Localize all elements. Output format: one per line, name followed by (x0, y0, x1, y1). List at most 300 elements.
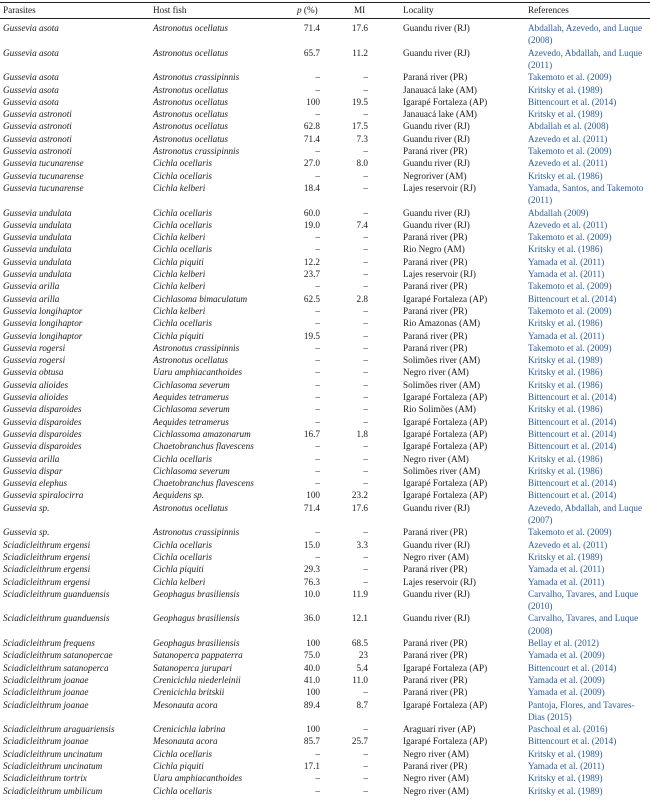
mean-intensity-cell: 17.6 (351, 23, 368, 33)
parasite-cell: Gussevia longihaptor (3, 305, 83, 316)
reference-link[interactable]: Yamada et al. (2011) (528, 330, 605, 341)
reference-link[interactable]: Yamada et al. (2011) (528, 564, 605, 575)
reference-link[interactable]: Azevedo, Abdallah, and Luque (2011) (528, 47, 643, 70)
prevalence-cell: – (315, 146, 320, 156)
mean-intensity-cell: 25.7 (351, 736, 368, 747)
parasite-cell: Sciadicleithrum guanduensis (3, 613, 110, 624)
locality-cell: Paraná river (PR) (403, 342, 468, 353)
mean-intensity-cell: 8.0 (356, 158, 368, 169)
mean-intensity-cell: – (363, 392, 368, 402)
host-cell: Cichla ocellaris (153, 170, 212, 181)
parasite-cell: Gussevia disparoides (3, 416, 82, 427)
prevalence-cell: 100 (306, 724, 320, 735)
locality-cell: Paraná river (PR) (403, 146, 468, 156)
host-cell: Cichla ocellaris (153, 158, 212, 169)
host-cell: Astronotus crassipinnis (153, 72, 240, 83)
parasite-cell: Sciadicleithrum ergensi (3, 539, 91, 550)
host-cell: Geophagus brasiliensis (153, 613, 240, 624)
reference-link[interactable]: Bittencourt et al. (2014) (528, 96, 617, 107)
locality-cell: Paraná river (PR) (403, 305, 468, 316)
prevalence-cell: 19.0 (303, 219, 320, 230)
host-cell: Cichla ocellaris (153, 318, 212, 329)
mean-intensity-cell: 19.5 (351, 96, 368, 107)
parasite-cell: Gussevia undulata (3, 207, 72, 218)
reference-link[interactable]: Takemoto et al. (2009) (528, 527, 612, 538)
reference-link[interactable]: Takemoto et al. (2009) (528, 281, 612, 292)
host-cell: Cichla ocellaris (153, 785, 212, 796)
reference-link[interactable]: Bittencourt et al. (2014) (528, 392, 617, 402)
locality-cell: Solimões river (AM) (403, 379, 481, 390)
reference-link[interactable]: Azevedo et al. (2011) (528, 133, 608, 144)
host-cell: Uaru amphiacanthoides (153, 367, 243, 378)
parasite-cell: Gussevia asota (3, 72, 59, 83)
host-cell: Cichla ocellaris (153, 748, 212, 759)
mean-intensity-cell: 11.2 (352, 47, 368, 58)
locality-cell: Igarapé Fortaleza (AP) (403, 416, 488, 427)
reference-link[interactable]: Bittencourt et al. (2014) (528, 478, 617, 489)
parasite-cell: Sciadicleithrum frequens (3, 638, 95, 648)
host-cell: Chaetobranchus flavescens (153, 441, 254, 452)
locality-cell: Negro river (AM) (403, 367, 469, 378)
host-cell: Uaru amphiacanthoides (153, 773, 243, 784)
mean-intensity-cell: – (363, 170, 368, 181)
mean-intensity-cell: – (363, 318, 368, 329)
reference-link[interactable]: Kritsky et al. (1986) (528, 465, 603, 476)
prevalence-cell: – (315, 281, 320, 292)
prevalence-cell: – (315, 551, 320, 562)
parasite-cell: Gussevia astronoti (3, 146, 72, 156)
locality-cell: Negro river (AM) (403, 785, 469, 796)
prevalence-cell: 100 (306, 687, 320, 698)
parasite-cell: Gussevia arilla (3, 293, 60, 304)
mean-intensity-cell: – (363, 342, 368, 353)
locality-cell: Igarapé Fortaleza (AP) (403, 490, 488, 501)
parasite-cell: Gussevia astronoti (3, 121, 72, 132)
host-cell: Cichlasoma severum (153, 404, 230, 415)
locality-cell: Igarapé Fortaleza (AP) (403, 662, 488, 673)
mean-intensity-cell: – (363, 785, 368, 796)
reference-link[interactable]: Bittencourt et al. (2014) (528, 490, 617, 501)
mean-intensity-cell: – (363, 465, 368, 476)
reference-link[interactable]: Yamada, Santos, and Takemoto (2011) (528, 182, 644, 206)
host-cell: Cichlasoma bimaculatum (153, 293, 248, 304)
prevalence-cell: 71.4 (303, 23, 320, 33)
locality-cell: Igarapé Fortaleza (AP) (403, 699, 488, 710)
locality-cell: Igarapé Fortaleza (AP) (403, 441, 488, 452)
host-cell: Cichla kelberi (153, 576, 206, 587)
host-cell: Crenicichla britskii (153, 687, 225, 698)
parasite-cell: Gussevia arilla (3, 453, 60, 464)
locality-cell: Paraná river (PR) (403, 330, 468, 341)
parasite-cell: Sciadicleithrum ergensi (3, 564, 91, 575)
host-cell: Astronotus ocellatus (153, 47, 228, 58)
reference-link[interactable]: Abdallah et al. (2008) (528, 121, 609, 132)
prevalence-cell: 41.0 (303, 674, 320, 685)
reference-link[interactable]: Takemoto et al. (2009) (528, 342, 612, 353)
reference-link[interactable]: Takemoto et al. (2009) (528, 305, 612, 316)
locality-cell: Negro river (AM) (403, 551, 469, 562)
prevalence-cell: 10.0 (303, 588, 320, 599)
locality-cell: Negroriver (AM) (403, 170, 467, 181)
mean-intensity-cell: – (363, 527, 368, 538)
locality-cell: Guandu river (RJ) (403, 133, 470, 144)
host-cell: Chaetobranchus flavescens (153, 478, 254, 489)
locality-cell: Negro river (AM) (403, 748, 469, 759)
prevalence-cell: – (315, 785, 320, 796)
mean-intensity-cell: – (363, 478, 368, 489)
reference-link[interactable]: Bittencourt et al. (2014) (528, 428, 617, 439)
host-cell: Crenicichla labrina (153, 724, 226, 735)
reference-link[interactable]: Kritsky et al. (1989) (528, 84, 603, 95)
locality-cell: Igarapé Fortaleza (AP) (403, 392, 488, 402)
parasite-cell: Gussevia tucunarense (3, 182, 84, 193)
header-parasites: Parasites (3, 5, 36, 15)
mean-intensity-cell: – (363, 687, 368, 698)
locality-cell: Igarapé Fortaleza (AP) (403, 96, 488, 107)
prevalence-cell: 12.2 (303, 256, 320, 267)
parasite-cell: Gussevia rogersi (3, 355, 66, 366)
prevalence-cell: – (315, 305, 320, 316)
parasite-cell: Sciadicleithrum ergensi (3, 576, 91, 587)
parasite-cell: Gussevia arilla (3, 281, 60, 292)
parasite-cell: Gussevia astronoti (3, 109, 72, 120)
locality-cell: Negro river (AM) (403, 453, 469, 464)
header-host: Host fish (153, 5, 187, 15)
parasite-cell: Gussevia undulata (3, 269, 72, 279)
locality-cell: Solimões river (AM) (403, 355, 481, 366)
prevalence-cell: – (315, 416, 320, 427)
prevalence-cell: 75.0 (303, 650, 320, 661)
prevalence-cell: – (315, 170, 320, 181)
parasite-cell: Gussevia elephus (3, 478, 68, 489)
reference-link[interactable]: Pantoja, Flores, and Tavares-Dias (2015) (528, 699, 635, 722)
reference-link[interactable]: Carvalho, Tavares, and Luque (2008) (528, 613, 639, 636)
mean-intensity-cell: – (363, 564, 368, 575)
reference-link[interactable]: Kritsky et al. (1986) (528, 367, 603, 378)
locality-cell: Paraná river (PR) (403, 650, 468, 661)
parasite-cell: Sciadicleithrum guanduensis (3, 588, 110, 599)
prevalence-cell: – (315, 244, 320, 255)
locality-cell: Lajes reservoir (RJ) (403, 269, 476, 279)
parasite-cell: Gussevia longihaptor (3, 318, 83, 329)
mean-intensity-cell: – (363, 551, 368, 562)
prevalence-cell: 85.7 (303, 736, 320, 747)
prevalence-cell: – (315, 748, 320, 759)
reference-link[interactable]: Yamada et al. (2009) (528, 674, 605, 685)
host-cell: Cichla ocellaris (153, 207, 212, 218)
mean-intensity-cell: – (363, 453, 368, 464)
header-locality: Locality (403, 5, 434, 15)
parasite-cell: Sciadicleithrum joanae (3, 699, 89, 710)
host-cell: Astronotus ocellatus (153, 109, 228, 120)
prevalence-cell: – (315, 367, 320, 378)
parasite-cell: Sciadicleithrum umbilicum (3, 785, 103, 796)
mean-intensity-cell: – (363, 379, 368, 390)
prevalence-cell: 100 (306, 490, 320, 501)
host-cell: Cichla piquiti (153, 564, 204, 575)
reference-link[interactable]: Takemoto et al. (2009) (528, 72, 612, 83)
locality-cell: Igarapé Fortaleza (AP) (403, 478, 488, 489)
parasite-cell: Sciadicleithrum tortrix (3, 773, 87, 784)
reference-link[interactable]: Azevedo et al. (2011) (528, 539, 608, 550)
reference-link[interactable]: Kritsky et al. (1989) (528, 773, 603, 784)
header-p-symbol: p (297, 5, 302, 15)
locality-cell: Paraná river (PR) (403, 72, 468, 83)
host-cell: Astronotus crassipinnis (153, 146, 240, 156)
locality-cell: Paraná river (PR) (403, 281, 468, 292)
reference-link[interactable]: Bittencourt et al. (2014) (528, 662, 617, 673)
prevalence-cell: 71.4 (303, 502, 320, 513)
locality-cell: Guandu river (RJ) (403, 23, 470, 33)
header-mi: MI (354, 5, 366, 15)
parasite-cell: Gussevia alioides (3, 392, 69, 402)
locality-cell: Igarapé Fortaleza (AP) (403, 293, 488, 304)
mean-intensity-cell: – (363, 416, 368, 427)
reference-link[interactable]: Yamada et al. (2009) (528, 650, 605, 661)
parasite-cell: Sciadicleithrum uncinatum (3, 748, 103, 759)
parasite-cell: Sciadicleithrum araguariensis (3, 724, 115, 735)
reference-link[interactable]: Yamada et al. (2009) (528, 687, 605, 698)
prevalence-cell: – (315, 773, 320, 784)
mean-intensity-cell: – (363, 256, 368, 267)
host-cell: Aequides tetramerus (153, 416, 229, 427)
reference-link[interactable]: Kritsky et al. (1986) (528, 244, 603, 255)
mean-intensity-cell: – (363, 281, 368, 292)
host-cell: Cichla piquiti (153, 256, 204, 267)
mean-intensity-cell: – (363, 330, 368, 341)
prevalence-cell: 40.0 (303, 662, 320, 673)
parasite-cell: Gussevia asota (3, 84, 59, 95)
prevalence-cell: – (315, 72, 320, 83)
parasite-cell: Gussevia sp. (3, 527, 50, 538)
parasite-cell: Gussevia undulata (3, 244, 72, 255)
host-cell: Satanoperca jurupari (153, 662, 233, 673)
locality-cell: Igarapé Fortaleza (AP) (403, 428, 488, 439)
prevalence-cell: 19.5 (303, 330, 320, 341)
reference-link[interactable]: Bittencourt et al. (2014) (528, 736, 617, 747)
prevalence-cell: 89.4 (303, 699, 320, 710)
reference-link[interactable]: Kritsky et al. (1989) (528, 355, 603, 366)
parasite-cell: Sciadicleithrum joanae (3, 687, 89, 698)
locality-cell: Guandu river (RJ) (403, 539, 470, 550)
host-cell: Mesonauta acora (153, 699, 218, 710)
mean-intensity-cell: 8.7 (356, 699, 368, 710)
header-prevalence (297, 4, 318, 16)
parasite-cell: Gussevia disparoides (3, 404, 82, 415)
locality-cell: Guandu river (RJ) (403, 158, 470, 169)
locality-cell: Guandu river (RJ) (403, 613, 470, 624)
locality-cell: Igarapé Fortaleza (AP) (403, 736, 488, 747)
top-rule (0, 2, 650, 3)
reference-link[interactable]: Takemoto et al. (2009) (528, 146, 612, 156)
locality-cell: Paraná river (PR) (403, 638, 468, 648)
mean-intensity-cell: – (363, 207, 368, 218)
reference-link[interactable]: Bittencourt et al. (2014) (528, 293, 617, 304)
mean-intensity-cell: – (363, 404, 368, 415)
reference-link[interactable]: Azevedo, Abdallah, and Luque (2007) (528, 502, 643, 525)
host-cell: Mesonauta acora (153, 736, 218, 747)
parasite-cell: Gussevia undulata (3, 219, 72, 230)
host-cell: Astronotus ocellatus (153, 96, 228, 107)
prevalence-cell: 62.8 (303, 121, 320, 132)
locality-cell: Paraná river (PR) (403, 232, 468, 243)
parasite-cell: Sciadicleithrum satanopercae (3, 650, 113, 661)
prevalence-cell: 36.0 (303, 613, 320, 624)
mean-intensity-cell: – (363, 269, 368, 279)
locality-cell: Paraná river (PR) (403, 761, 468, 771)
prevalence-cell: – (315, 478, 320, 489)
reference-link[interactable]: Azevedo et al. (2011) (528, 158, 608, 169)
parasite-cell: Gussevia tucunarense (3, 170, 84, 181)
parasite-cell: Gussevia asota (3, 96, 59, 107)
mean-intensity-cell: – (363, 761, 368, 771)
prevalence-cell: 27.0 (303, 158, 320, 169)
reference-link[interactable]: Kritsky et al. (1986) (528, 379, 603, 390)
reference-link[interactable]: Bittencourt et al. (2014) (528, 416, 617, 427)
mean-intensity-cell: 23.2 (351, 490, 368, 501)
reference-link[interactable]: Kritsky et al. (1989) (528, 785, 603, 796)
host-cell: Cichlasoma severum (153, 465, 230, 476)
parasite-cell: Sciadicleithrum uncinatum (3, 761, 103, 771)
mean-intensity-cell: 2.8 (356, 293, 368, 304)
prevalence-cell: – (315, 232, 320, 243)
host-cell: Geophagus brasiliensis (153, 638, 240, 648)
host-cell: Astronotus ocellatus (153, 121, 228, 132)
parasite-cell: Sciadicleithrum ergensi (3, 551, 91, 562)
prevalence-cell: – (315, 441, 320, 452)
mean-intensity-cell: 17.5 (351, 121, 368, 132)
parasite-cell: Gussevia rogersi (3, 342, 66, 353)
host-cell: Geophagus brasiliensis (153, 588, 240, 599)
locality-cell: Janauacá lake (AM) (403, 109, 477, 120)
reference-link[interactable]: Kritsky et al. (1986) (528, 404, 603, 415)
parasite-cell: Gussevia undulata (3, 232, 72, 243)
prevalence-cell: 100 (306, 638, 320, 648)
mean-intensity-cell: 12.1 (351, 613, 368, 624)
header-references: References (528, 5, 569, 15)
prevalence-cell: – (315, 318, 320, 329)
host-cell: Astronotus ocellatus (153, 84, 228, 95)
host-cell: Cichla kelberi (153, 281, 206, 292)
mean-intensity-cell: – (363, 441, 368, 452)
prevalence-cell: 18.4 (303, 182, 320, 193)
reference-link[interactable]: Kritsky et al. (1986) (528, 170, 603, 181)
host-cell: Cichla ocellaris (153, 551, 212, 562)
mean-intensity-cell: – (363, 576, 368, 587)
locality-cell: Paraná river (PR) (403, 564, 468, 575)
mean-intensity-cell: 1.8 (356, 428, 368, 439)
reference-link[interactable]: Bellay et al. (2012) (528, 638, 599, 648)
prevalence-cell: 76.3 (303, 576, 320, 587)
parasite-cell: Gussevia sp. (3, 502, 50, 513)
header-rule (0, 18, 650, 19)
prevalence-cell: – (315, 379, 320, 390)
reference-link[interactable]: Yamada et al. (2011) (528, 576, 605, 587)
mean-intensity-cell: – (363, 182, 368, 193)
reference-link[interactable]: Abdallah, Azevedo, and Luque (2008) (528, 23, 643, 46)
reference-link[interactable]: Yamada et al. (2011) (528, 269, 605, 279)
reference-link[interactable]: Bittencourt et al. (2014) (528, 441, 617, 452)
mean-intensity-cell: – (363, 84, 368, 95)
host-cell: Cichla kelberi (153, 305, 206, 316)
reference-link[interactable]: Yamada et al. (2011) (528, 256, 605, 267)
mean-intensity-cell: – (363, 146, 368, 156)
mean-intensity-cell: – (363, 724, 368, 735)
host-cell: Satanoperca pappaterra (153, 650, 243, 661)
parasite-cell: Gussevia longihaptor (3, 330, 83, 341)
mean-intensity-cell: 7.4 (356, 219, 368, 230)
mean-intensity-cell: 17.6 (351, 502, 368, 513)
mean-intensity-cell: 5.4 (356, 662, 368, 673)
parasite-cell: Sciadicleithrum joanae (3, 736, 89, 747)
host-cell: Cichla ocellaris (153, 539, 212, 550)
host-cell: Astronotus ocellatus (153, 502, 228, 513)
reference-link[interactable]: Yamada et al. (2011) (528, 761, 605, 771)
locality-cell: Rio Amazonas (AM) (403, 318, 481, 329)
mean-intensity-cell: – (363, 244, 368, 255)
locality-cell: Janauacá lake (AM) (403, 84, 477, 95)
parasite-cell: Gussevia disparoides (3, 428, 82, 439)
mean-intensity-cell: – (363, 367, 368, 378)
prevalence-cell: – (315, 84, 320, 95)
reference-link[interactable]: Carvalho, Tavares, and Luque (2010) (528, 588, 639, 612)
parasite-cell: Gussevia asota (3, 23, 59, 33)
parasite-cell: Sciadicleithrum joanae (3, 674, 89, 685)
parasite-cell: Gussevia spiralocirra (3, 490, 84, 501)
parasite-cell: Gussevia dispar (3, 465, 63, 476)
locality-cell: Guandu river (RJ) (403, 207, 470, 218)
host-cell: Cichlassoma amazonarum (153, 428, 251, 439)
host-cell: Aequides tetramerus (153, 392, 229, 402)
parasite-cell: Gussevia undulata (3, 256, 72, 267)
prevalence-cell: – (315, 392, 320, 402)
locality-cell: Guandu river (RJ) (403, 588, 470, 599)
prevalence-cell: 23.7 (303, 269, 320, 279)
mean-intensity-cell: 23 (358, 650, 368, 661)
host-cell: Cichla piquiti (153, 761, 204, 771)
mean-intensity-cell: – (363, 773, 368, 784)
mean-intensity-cell: – (363, 232, 368, 243)
locality-cell: Guandu river (RJ) (403, 219, 470, 230)
host-cell: Cichla ocellaris (153, 219, 212, 230)
locality-cell: Araguari river (AP) (403, 724, 476, 735)
prevalence-cell: 15.0 (303, 539, 320, 550)
reference-link[interactable]: Abdallah (2009) (528, 207, 589, 218)
locality-cell: Rio Negro (AM) (403, 244, 465, 255)
reference-link[interactable]: Paschoal et al. (2016) (528, 724, 608, 735)
host-cell: Cichlasoma severum (153, 379, 230, 390)
reference-link[interactable]: Kritsky et al. (1989) (528, 109, 603, 120)
reference-link[interactable]: Kritsky et al. (1986) (528, 453, 603, 464)
mean-intensity-cell: – (363, 355, 368, 366)
locality-cell: Lajes reservoir (RJ) (403, 182, 476, 193)
locality-cell: Guandu river (RJ) (403, 502, 470, 513)
reference-link[interactable]: Kritsky et al. (1989) (528, 748, 603, 759)
prevalence-cell: 65.7 (303, 47, 320, 58)
reference-link[interactable]: Takemoto et al. (2009) (528, 232, 612, 243)
reference-link[interactable]: Kritsky et al. (1989) (528, 551, 603, 562)
host-cell: Astronotus ocellatus (153, 23, 228, 33)
prevalence-cell: – (315, 404, 320, 415)
reference-link[interactable]: Azevedo et al. (2011) (528, 219, 608, 230)
host-cell: Crenicichla niederleinii (153, 674, 241, 685)
host-cell: Cichla piquiti (153, 330, 204, 341)
host-cell: Aequidens sp. (153, 490, 205, 501)
locality-cell: Paraná river (PR) (403, 527, 468, 538)
prevalence-cell: 100 (306, 96, 320, 107)
locality-cell: Paraná river (PR) (403, 687, 468, 698)
reference-link[interactable]: Kritsky et al. (1986) (528, 318, 603, 329)
